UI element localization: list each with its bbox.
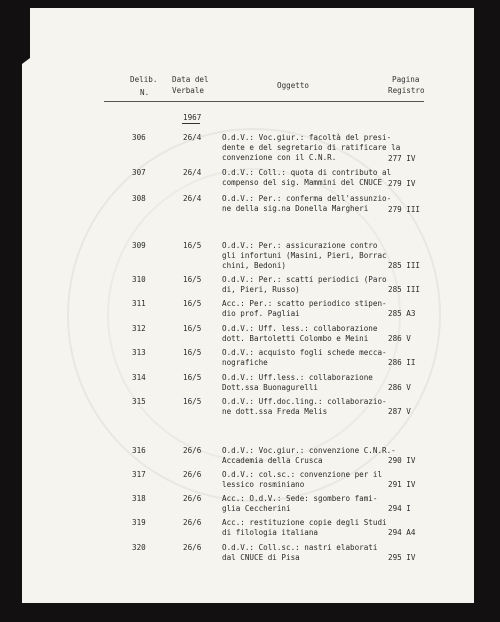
header-pagina: Pagina: [392, 75, 420, 84]
header-data: Data del: [172, 75, 209, 84]
header-oggetto: Oggetto: [277, 81, 310, 90]
row-page: 286 II: [388, 358, 416, 367]
row-number: 317: [132, 470, 146, 479]
header-verbale: Verbale: [172, 86, 205, 95]
row-subject-line1: Acc.: Per.: scatto periodico stipen-: [222, 299, 387, 308]
row-subject-line2: dente e del segretario di ratificare la: [222, 143, 401, 152]
row-date: 26/4: [183, 168, 202, 177]
row-number: 316: [132, 446, 146, 455]
row-number: 310: [132, 275, 146, 284]
row-subject-line3: convenzione con il C.N.R.: [222, 153, 337, 162]
row-page: 279 III: [388, 205, 421, 214]
row-subject-line2: gli infortuni (Masini, Pieri, Borrac: [222, 251, 387, 260]
row-date: 16/5: [183, 275, 202, 284]
row-subject-line2: Accademia della Crusca: [222, 456, 323, 465]
row-subject-line2: nografiche: [222, 358, 268, 367]
year-underline: [182, 123, 200, 124]
row-page: 285 A3: [388, 309, 416, 318]
header-n: N.: [140, 88, 150, 97]
row-page: 277 IV: [388, 154, 416, 163]
row-subject-line1: O.d.V.: Coll.: quota di contributo al: [222, 168, 392, 177]
row-subject-line1: O.d.V.: Uff. less.: collaborazione: [222, 324, 378, 333]
row-date: 26/6: [183, 518, 202, 527]
row-number: 307: [132, 168, 146, 177]
row-number: 319: [132, 518, 146, 527]
row-number: 308: [132, 194, 146, 203]
row-date: 16/5: [183, 324, 202, 333]
row-number: 309: [132, 241, 146, 250]
row-date: 26/6: [183, 494, 202, 503]
row-subject-line2: compenso del sig. Mammini del CNUCE: [222, 178, 383, 187]
row-subject-line1: O.d.V.: col.sc.: convenzione per il: [222, 470, 383, 479]
row-page: 285 III: [388, 285, 421, 294]
row-number: 318: [132, 494, 146, 503]
row-date: 26/6: [183, 446, 202, 455]
row-subject-line2: Dott.ssa Buonagurelli: [222, 383, 319, 392]
row-number: 315: [132, 397, 146, 406]
row-number: 314: [132, 373, 146, 382]
row-date: 16/5: [183, 299, 202, 308]
row-subject-line1: O.d.V.: acquisto fogli schede mecca-: [222, 348, 387, 357]
row-number: 312: [132, 324, 146, 333]
row-subject-line2: di filologia italiana: [222, 528, 319, 537]
row-subject-line1: O.d.V.: Uff.less.: collaborazione: [222, 373, 373, 382]
row-subject-line2: dal CNUCE di Pisa: [222, 553, 300, 562]
row-subject-line1: O.d.V.: Per.: conferma dell'assunzio-: [222, 194, 392, 203]
row-subject-line1: O.d.V.: Uff.doc.ling.: collaborazio-: [222, 397, 387, 406]
row-date: 16/5: [183, 373, 202, 382]
row-subject-line1: O.d.V.: Per.: scatti periodici (Paro: [222, 275, 387, 284]
row-date: 26/4: [183, 194, 202, 203]
row-subject-line1: O.d.V.: Per.: assicurazione contro: [222, 241, 378, 250]
row-page: 290 IV: [388, 456, 416, 465]
row-subject-line3: chini, Bedoni): [222, 261, 287, 270]
row-subject-line1: O.d.V.: Voc.giur.: facoltà del presi-: [222, 133, 392, 142]
row-number: 306: [132, 133, 146, 142]
row-date: 16/5: [183, 241, 202, 250]
header-registro: Registro: [388, 86, 425, 95]
row-number: 320: [132, 543, 146, 552]
row-page: 285 III: [388, 261, 421, 270]
row-subject-line2: dott. Bartoletti Colombo e Meini: [222, 334, 369, 343]
row-page: 286 V: [388, 383, 411, 392]
row-page: 291 IV: [388, 480, 416, 489]
row-subject-line2: lessico rosminiano: [222, 480, 305, 489]
row-page: 295 IV: [388, 553, 416, 562]
row-date: 16/5: [183, 397, 202, 406]
row-subject-line2: dio prof. Pagliai: [222, 309, 300, 318]
row-subject-line1: O.d.V.: Voc.giur.: convenzione C.N.R.-: [222, 446, 396, 455]
row-page: 287 V: [388, 407, 411, 416]
row-date: 26/4: [183, 133, 202, 142]
row-date: 16/5: [183, 348, 202, 357]
row-number: 313: [132, 348, 146, 357]
row-number: 311: [132, 299, 146, 308]
row-subject-line2: di, Pieri, Russo): [222, 285, 300, 294]
row-subject-line1: Acc.: restituzione copie degli Studi: [222, 518, 387, 527]
year-label: 1967: [183, 113, 202, 122]
row-subject-line1: O.d.V.: Coll.sc.: nastri elaborati: [222, 543, 378, 552]
header-delib: Delib.: [130, 75, 158, 84]
row-subject-line2: ne della sig.na Donella Margheri: [222, 204, 369, 213]
row-date: 26/6: [183, 543, 202, 552]
header-rule: [104, 101, 424, 102]
row-subject-line2: ne dott.ssa Freda Melis: [222, 407, 328, 416]
row-subject-line1: Acc.: O.d.V.: Sede: sgombero fami-: [222, 494, 378, 503]
row-subject-line2: glia Ceccherini: [222, 504, 291, 513]
row-page: 294 A4: [388, 528, 416, 537]
row-page: 286 V: [388, 334, 411, 343]
row-page: 294 I: [388, 504, 411, 513]
row-page: 279 IV: [388, 179, 416, 188]
row-date: 26/6: [183, 470, 202, 479]
